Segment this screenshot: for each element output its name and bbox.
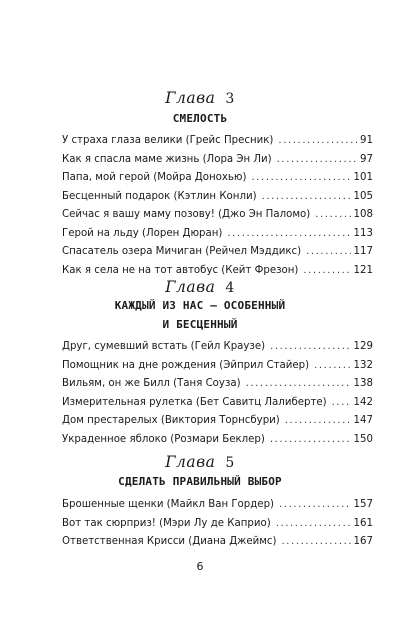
toc-entry-page: 142 [353, 396, 373, 408]
chapter-label: Глава [165, 89, 216, 107]
toc-entry-title: Как я спасла маме жизнь (Лора Эн Ли) [62, 153, 272, 165]
toc-entry-title: Вот так сюрприз! (Мэри Лу де Каприо) [62, 517, 271, 529]
dot-leader [285, 412, 351, 431]
toc-entry[interactable] [62, 515, 373, 534]
dot-leader [276, 515, 351, 534]
toc-entry-title: Вильям, он же Билл (Таня Соуза) [62, 378, 241, 389]
dot-leader [270, 431, 351, 450]
chapter-3-heading [0, 88, 400, 109]
chapter-4-heading [0, 277, 400, 298]
chapter-3-title: СМЕЛОСТЬ [172, 112, 228, 125]
dot-leader [315, 206, 350, 225]
toc-entry-page: 97 [360, 153, 373, 165]
toc-entry-title: Друг, сумевший встать (Гейл Краузе) [62, 341, 266, 352]
chapter-5-heading [0, 452, 400, 473]
toc-entry-title: Папа, мой герой (Мойра Донохью) [62, 172, 247, 183]
dot-leader [314, 357, 350, 376]
toc-entry-title: Ответственная Крисси (Диана Джеймс) [62, 536, 277, 547]
chapter-4-title-line-2: И БЕСЦЕННЫЙ [162, 318, 238, 331]
toc-entry[interactable] [62, 533, 373, 552]
toc-entry[interactable] [62, 151, 373, 170]
toc-entry[interactable] [62, 188, 373, 207]
dot-leader [278, 132, 357, 151]
toc-entry-page: 101 [353, 172, 373, 183]
chapter-label: Глава [165, 278, 216, 296]
toc-entry-page: 108 [353, 209, 373, 220]
toc-entry[interactable] [62, 132, 373, 151]
toc-entry-page: 167 [353, 536, 373, 547]
dot-leader [277, 151, 357, 170]
toc-entry-page: 117 [353, 246, 373, 257]
page-number: 6 [196, 560, 204, 573]
dot-leader [332, 394, 351, 413]
chapter-number: 3 [225, 91, 235, 107]
toc-entry[interactable] [62, 394, 373, 413]
chapter-number: 5 [225, 455, 235, 471]
chapter-label: Глава [165, 453, 216, 471]
dot-leader [282, 533, 351, 552]
toc-entry-title: Помощник на дне рождения (Эйприл Стайер) [62, 359, 310, 371]
toc-entry-page: 129 [353, 341, 373, 352]
toc-entry-page: 105 [353, 190, 373, 202]
toc-entry-page: 113 [353, 227, 373, 239]
toc-entry[interactable] [62, 169, 373, 188]
toc-entry[interactable] [62, 206, 373, 225]
toc-entry-title: Герой на льду (Лорен Дюран) [62, 227, 223, 239]
toc-entry[interactable] [62, 412, 373, 431]
toc-entry[interactable] [62, 225, 373, 244]
toc-entry[interactable] [62, 496, 373, 515]
chapter-5-toc-list [62, 496, 373, 552]
toc-entry-page: 132 [353, 359, 373, 371]
toc-entry-title: Брошенные щенки (Майкл Ван Гордер) [62, 499, 275, 510]
toc-entry-title: Измерительная рулетка (Бет Савитц Лалиберте) [62, 396, 327, 408]
toc-entry[interactable] [62, 243, 373, 262]
toc-entry-title: Сейчас я вашу маму позову! (Джо Эн Паломо) [62, 209, 311, 220]
dot-leader [262, 188, 351, 207]
toc-entry[interactable] [62, 431, 373, 450]
toc-entry-page: 138 [353, 378, 373, 389]
toc-entry-page: 150 [353, 433, 373, 445]
chapter-number: 4 [225, 280, 235, 296]
toc-entry-title: Бесценный подарок (Кэтлин Конли) [62, 190, 257, 202]
toc-entry-title: Спасатель озера Мичиган (Рейчел Мэддикс) [62, 246, 302, 257]
chapter-5-title: СДЕЛАТЬ ПРАВИЛЬНЫЙ ВЫБОР [118, 475, 282, 488]
toc-entry-page: 157 [353, 499, 373, 510]
toc-entry[interactable] [62, 338, 373, 357]
toc-entry-page: 121 [353, 264, 373, 276]
chapter-4-title-line-1: КАЖДЫЙ ИЗ НАС – ОСОБЕННЫЙ [114, 299, 286, 312]
dot-leader [279, 496, 351, 515]
toc-entry-title: У страха глаза велики (Грейс Пресник) [62, 135, 274, 146]
toc-entry-page: 161 [353, 517, 373, 529]
chapter-3-toc-list [62, 132, 373, 280]
dot-leader [270, 338, 350, 357]
toc-entry-title: Как я села не на тот автобус (Кейт Фрезон) [62, 264, 299, 276]
dot-leader [246, 375, 351, 394]
toc-entry-page: 91 [360, 135, 373, 146]
toc-entry[interactable] [62, 357, 373, 376]
toc-entry-title: Украденное яблоко (Розмари Беклер) [62, 433, 265, 445]
toc-entry-page: 147 [353, 415, 373, 426]
dot-leader [227, 225, 350, 244]
dot-leader [251, 169, 350, 188]
toc-entry-title: Дом престарелых (Виктория Торнсбури) [62, 415, 280, 426]
toc-entry[interactable] [62, 375, 373, 394]
dot-leader [306, 243, 350, 262]
chapter-4-toc-list [62, 338, 373, 449]
